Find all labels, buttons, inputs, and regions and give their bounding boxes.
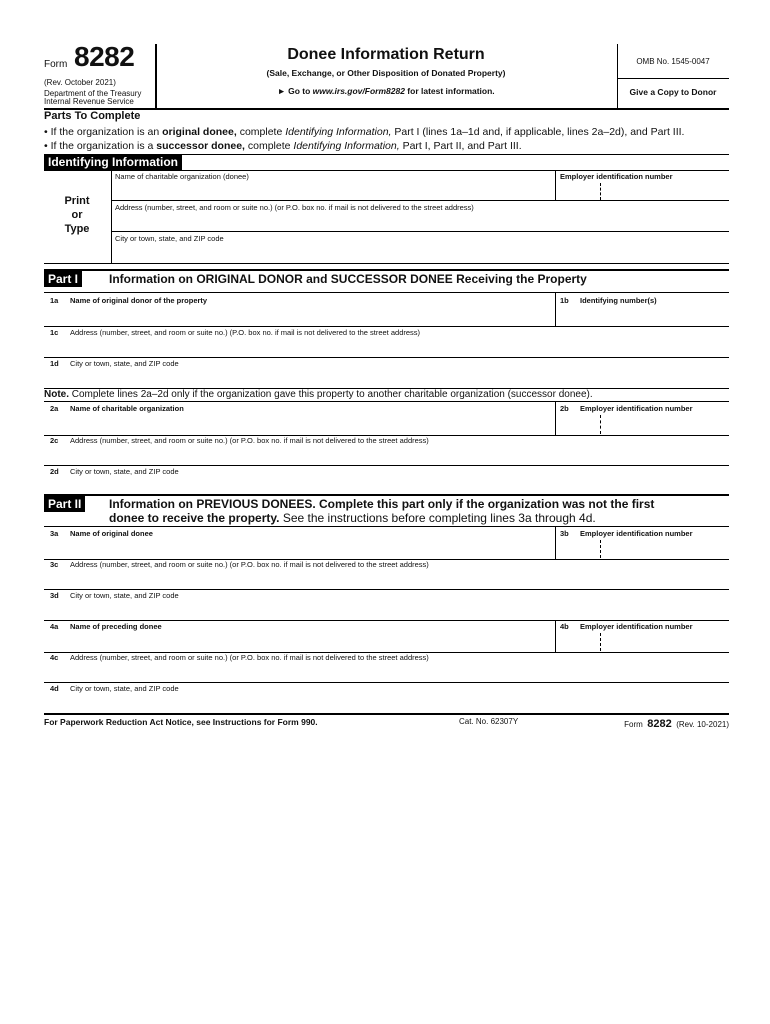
line-4d-label: City or town, state, and ZIP code (70, 684, 179, 693)
line-1b-field[interactable] (556, 306, 729, 325)
line-2c-label: Address (number, street, and room or suite no.) (or P.O. box no. if mail is not delivered to the street address) (70, 436, 429, 445)
line-2d-field[interactable] (44, 477, 729, 494)
line-1c-rule (44, 326, 729, 327)
text-bold: original donee, (162, 126, 237, 138)
line-2b-field[interactable] (556, 414, 729, 434)
note-bold: Note. (44, 389, 69, 400)
line-1a-number: 1a (50, 296, 59, 305)
line-3c-number: 3c (50, 560, 59, 569)
text-bullet: • If the organization is an (44, 126, 163, 138)
line-3c-label: Address (number, street, and room or suite no.) (or P.O. box no. if mail is not delivered to the street address) (70, 560, 429, 569)
line-4a-rule (44, 620, 729, 621)
type-label: Type (64, 223, 90, 235)
line-2b-number: 2b (560, 404, 569, 413)
line-1c-number: 1c (50, 328, 59, 337)
goto-suffix: for latest information. (404, 86, 495, 96)
donee-address-field[interactable] (112, 213, 729, 231)
identifying-banner: Identifying Information (44, 155, 182, 170)
goto-prefix: ► Go to (277, 86, 313, 96)
donee-address-label: Address (number, street, and room or suite no.) (or P.O. box no. if mail is not delivered to the street address) (115, 203, 474, 212)
line-2c-field[interactable] (44, 446, 729, 464)
line-1d-number: 1d (50, 359, 59, 368)
part2-title-bold: donee to receive the property. (109, 511, 280, 525)
print-label: Print (64, 195, 90, 207)
line-1c-field[interactable] (44, 338, 729, 356)
line-4a-field[interactable] (44, 632, 554, 651)
line-4d-rule (44, 682, 729, 683)
part2-title-line2 (109, 511, 596, 525)
line-4a-label: Name of preceding donee (70, 622, 162, 631)
line-4a-number: 4a (50, 622, 59, 631)
text-bold: successor donee, (156, 140, 245, 152)
line-4c-field[interactable] (44, 663, 729, 681)
line-4d-field[interactable] (44, 694, 729, 712)
part2-tag: Part II (44, 496, 85, 512)
donee-name-label: Name of charitable organization (donee) (115, 172, 249, 181)
line-2a-field[interactable] (44, 414, 554, 434)
text-mid: complete (236, 126, 286, 138)
identifying-bottom-rule (44, 263, 729, 264)
line-2d-label: City or town, state, and ZIP code (70, 467, 179, 476)
line-3a-label: Name of original donee (70, 529, 153, 538)
line-1a-field[interactable] (44, 306, 554, 325)
text-end: Part I, Part II, and Part III. (399, 140, 522, 152)
line-3b-field[interactable] (556, 539, 729, 558)
revision-date: (Rev. October 2021) (44, 78, 116, 87)
line-1c-label: Address (number, street, and room or suite no.) (P.O. box no. if mail is not delivered to the street address) (70, 328, 421, 337)
give-copy-label: Give a Copy to Donor (629, 87, 717, 97)
line-2a-rule (44, 401, 729, 402)
part1-tag: Part I (44, 271, 82, 287)
part1-title: Information on ORIGINAL DONOR and SUCCESSOR DONEE Receiving the Property (109, 272, 587, 286)
identifying-row1-rule (111, 200, 729, 201)
line-1d-field[interactable] (44, 369, 729, 387)
line-3d-number: 3d (50, 591, 59, 600)
parts-to-complete-heading: Parts To Complete (44, 110, 141, 122)
part1-note (44, 389, 593, 400)
line-1b-number: 1b (560, 296, 569, 305)
donee-ein-field[interactable] (556, 183, 729, 200)
omb-divider (617, 78, 729, 79)
donee-name-field[interactable] (112, 183, 554, 200)
form-number: 8282 (74, 41, 135, 72)
goto-instructions (155, 86, 617, 96)
form-title: Donee Information Return (287, 46, 485, 63)
line-3d-label: City or town, state, and ZIP code (70, 591, 179, 600)
line-3b-number: 3b (560, 529, 569, 538)
part1-top-rule (44, 269, 729, 271)
footer-form-number: 8282 (647, 718, 672, 730)
text-mid: complete (244, 140, 294, 152)
note-text: Complete lines 2a–2d only if the organization gave this property to another charitable organization (successor donee). (69, 389, 593, 400)
donee-ein-label: Employer identification number (560, 172, 673, 181)
line-3a-field[interactable] (44, 539, 554, 558)
line-3d-rule (44, 589, 729, 590)
part2-header-rule (44, 526, 729, 527)
part2-title-rest: See the instructions before completing lines 3a through 4d. (279, 511, 596, 525)
line-2a-label: Name of charitable organization (70, 404, 184, 413)
identifying-row2-rule (111, 231, 729, 232)
line-3b-label: Employer identification number (580, 529, 693, 538)
line-2d-rule (44, 465, 729, 466)
line-4c-number: 4c (50, 653, 59, 662)
line-3c-field[interactable] (44, 570, 729, 588)
line-3a-number: 3a (50, 529, 59, 538)
header-bottom-rule (44, 108, 729, 110)
donee-city-label: City or town, state, and ZIP code (115, 234, 224, 243)
line-2b-label: Employer identification number (580, 404, 693, 413)
irs-label: Internal Revenue Service (44, 97, 134, 106)
part2-title-line1: Information on PREVIOUS DONEES. Complete this part only if the organization was not the first (109, 497, 655, 511)
line-1d-label: City or town, state, and ZIP code (70, 359, 179, 368)
donee-city-field[interactable] (112, 244, 729, 262)
line-4b-field[interactable] (556, 632, 729, 651)
line-2c-number: 2c (50, 436, 59, 445)
footer-rev: (Rev. 10-2021) (676, 720, 729, 729)
line-1d-rule (44, 357, 729, 358)
text-end: Part I (lines 1a–1d and, if applicable, lines 2a–2d), and Part III. (391, 126, 685, 138)
line-4b-number: 4b (560, 622, 569, 631)
line-4b-label: Employer identification number (580, 622, 693, 631)
line-4d-number: 4d (50, 684, 59, 693)
text-bullet: • If the organization is a (44, 140, 157, 152)
line-4c-label: Address (number, street, and room or suite no.) (or P.O. box no. if mail is not delivered to the street address) (70, 653, 429, 662)
omb-number: OMB No. 1545-0047 (636, 57, 710, 66)
catalog-number: Cat. No. 62307Y (459, 717, 519, 726)
parts-line-successor (44, 140, 522, 152)
paperwork-notice: For Paperwork Reduction Act Notice, see Instructions for Form 990. (44, 717, 318, 727)
goto-url[interactable]: www.irs.gov/Form8282 (312, 86, 405, 96)
part1-header-rule (44, 292, 729, 293)
line-1a-label: Name of original donor of the property (70, 296, 208, 305)
identifying-banner-rule (44, 170, 729, 171)
line-2d-number: 2d (50, 467, 59, 476)
part2-top-rule (44, 494, 729, 496)
department: Department of the Treasury (44, 89, 142, 98)
form-label: Form (44, 59, 68, 70)
footer-form-word: Form (624, 720, 643, 729)
line-2a-number: 2a (50, 404, 59, 413)
line-3d-field[interactable] (44, 601, 729, 619)
parts-line-original (44, 126, 684, 138)
text-italic: Identifying Information, (285, 126, 392, 138)
header-divider-right (617, 44, 618, 108)
footer-form-id (624, 714, 729, 732)
or-label: or (71, 209, 83, 221)
form-subtitle: (Sale, Exchange, or Other Disposition of Donated Property) (266, 68, 506, 78)
text-italic: Identifying Information, (293, 140, 400, 152)
line-1b-label: Identifying number(s) (580, 296, 657, 305)
